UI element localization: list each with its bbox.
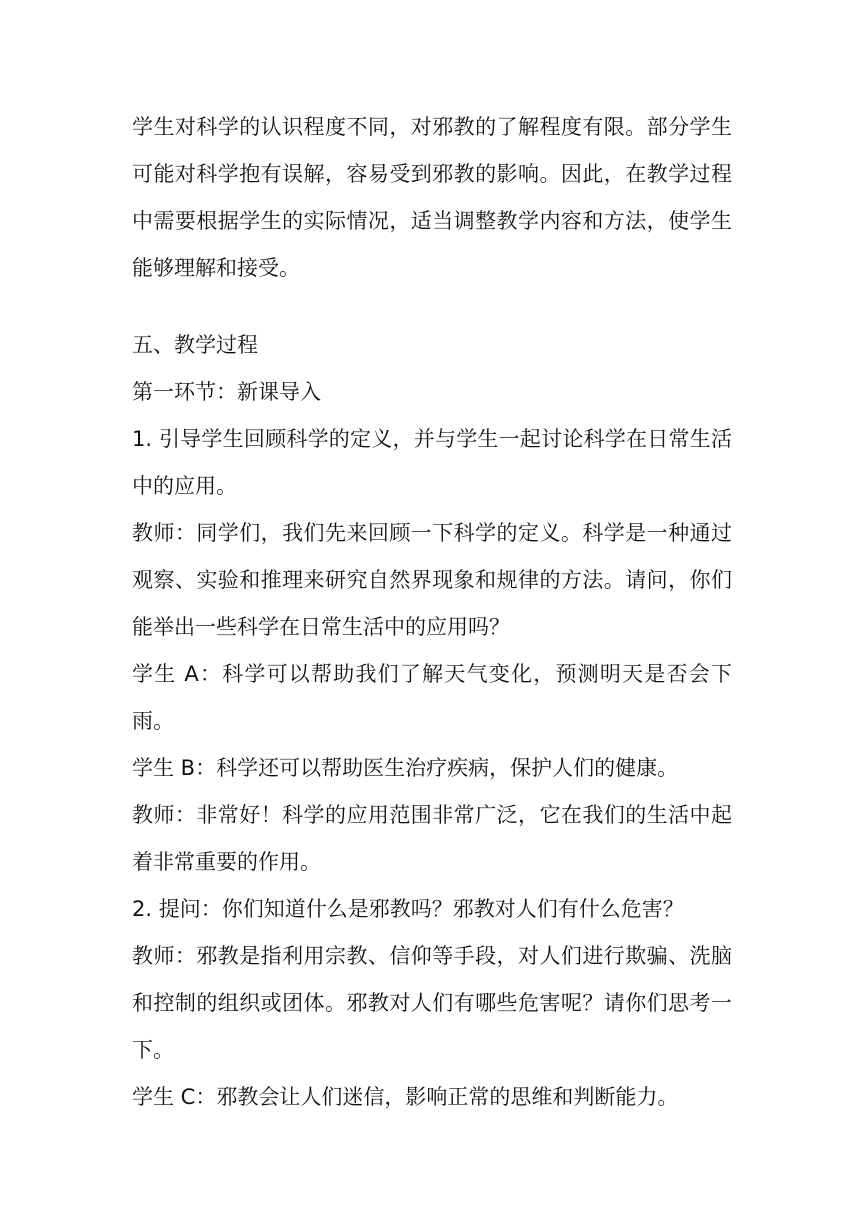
intro-paragraph: 学生对科学的认识程度不同，对邪教的了解程度有限。部分学生可能对科学抱有误解，容易受到邪教的影响。因此，在教学过程中需要根据学生的实际情况，适当调整教学内容和方法，使学生能够理解和接受。	[132, 115, 732, 280]
subsection-title: 第一环节：新课导入	[132, 380, 321, 404]
paragraph-gap	[132, 292, 732, 322]
teacher-line-1: 教师：同学们，我们先来回顾一下科学的定义。科学是一种通过观察、实验和推理来研究自然界现象和规律的方法。请问，你们能举出一些科学在日常生活中的应用吗？	[132, 521, 732, 639]
teacher-line-3: 教师：邪教是指利用宗教、信仰等手段，对人们进行欺骗、洗脑和控制的组织或团体。邪教对人们有哪些危害呢？请你们思考一下。	[132, 944, 732, 1062]
student-a-line: 学生 A：科学可以帮助我们了解天气变化，预测明天是否会下雨。	[132, 662, 732, 733]
student-b-line: 学生 B：科学还可以帮助医生治疗疾病，保护人们的健康。	[132, 756, 679, 780]
student-c-line: 学生 C：邪教会让人们迷信，影响正常的思维和判断能力。	[132, 1085, 679, 1109]
item-2-prompt: 2. 提问：你们知道什么是邪教吗？邪教对人们有什么危害？	[132, 897, 684, 921]
section-title: 五、教学过程	[132, 333, 258, 357]
teacher-line-2: 教师：非常好！科学的应用范围非常广泛，它在我们的生活中起着非常重要的作用。	[132, 803, 732, 874]
item-1-prompt: 1. 引导学生回顾科学的定义，并与学生一起讨论科学在日常生活中的应用。	[132, 427, 732, 498]
document-body	[132, 104, 732, 1121]
